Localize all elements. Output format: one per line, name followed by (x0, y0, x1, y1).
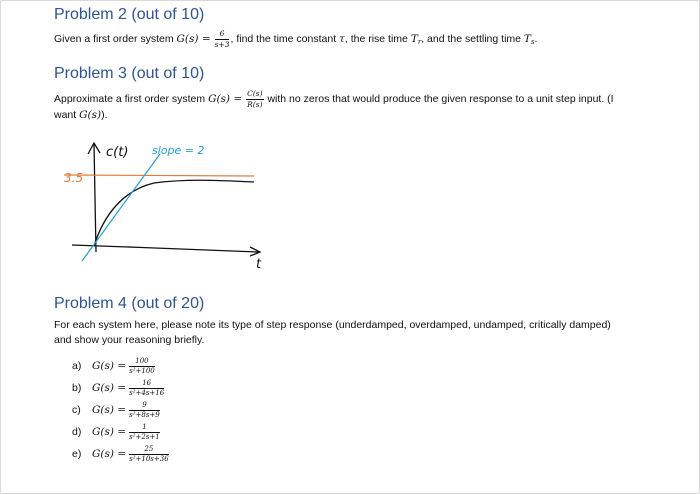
system-item-a: a) G(s) = $\frac{100}{\text{s²+100}}$ (72, 356, 155, 375)
problem-3-text: Approximate a first order system G(s) = $\frac{C(s)}{R(s)}$ with no zeros that would produce the given response to a unit step input. (I want G(s)). (54, 89, 614, 121)
response-curve (94, 180, 254, 246)
y-axis (94, 144, 96, 252)
fraction-6-over-s-plus-3: $\frac{6}{s+3}$ (214, 29, 230, 49)
step-response-sketch (54, 134, 294, 279)
problem-2-title: Problem 2 (out of 10) (54, 6, 205, 23)
x-axis-label: t (256, 257, 262, 272)
system-list (72, 355, 170, 465)
slope-label: slope = 2 (152, 144, 205, 157)
y-axis-label: c(t) (106, 145, 129, 160)
rise-time-symbol: $T_r$ (410, 32, 422, 46)
system-item-c: c) G(s) = $\frac{9}{\text{s²+8s+9}}$ (72, 400, 160, 419)
system-fraction: $\frac{16}{\text{s²+4s+16}}$ (129, 378, 165, 397)
level-label: 3.5 (64, 171, 84, 185)
system-fraction: $\frac{9}{\text{s²+8s+9}}$ (129, 400, 160, 419)
problem-3-title: Problem 3 (out of 10) (54, 65, 205, 82)
system-fraction: $\frac{100}{\text{s²+100}}$ (129, 356, 155, 375)
system-item-d: d) G(s) = $\frac{1}{\text{s²+2s+1}}$ (72, 422, 160, 441)
fraction-c-over-r: $\frac{C(s)}{R(s)}$ (247, 89, 263, 109)
tau-symbol: τ (339, 32, 345, 45)
problem-4-text: For each system here, please note its type of step response (underdamped, overdamped, undamped, critically damped) and show your reasoning briefly. (54, 319, 611, 346)
x-axis (72, 245, 259, 252)
slope-tangent-line (82, 154, 160, 261)
problem-2-text: Given a first order system G(s) = $\frac{6}{s+3}$ , find the time constant τ, the rise time $T_r$, and the settling time $T_s$. (54, 29, 538, 49)
system-item-e: e) G(s) = $\frac{25}{\text{s²+10s+36}}$ (72, 444, 169, 463)
steady-state-line (64, 175, 254, 176)
problem-4-title: Problem 4 (out of 20) (54, 295, 205, 312)
g-lhs: G(s) = (176, 32, 211, 45)
settling-time-symbol: $T_s$ (523, 32, 535, 46)
system-fraction: $\frac{1}{\text{s²+2s+1}}$ (129, 422, 160, 441)
system-fraction: $\frac{25}{\text{s²+10s+36}}$ (129, 444, 169, 463)
system-item-b: b) G(s) = $\frac{16}{\text{s²+4s+16}}$ (72, 378, 165, 397)
